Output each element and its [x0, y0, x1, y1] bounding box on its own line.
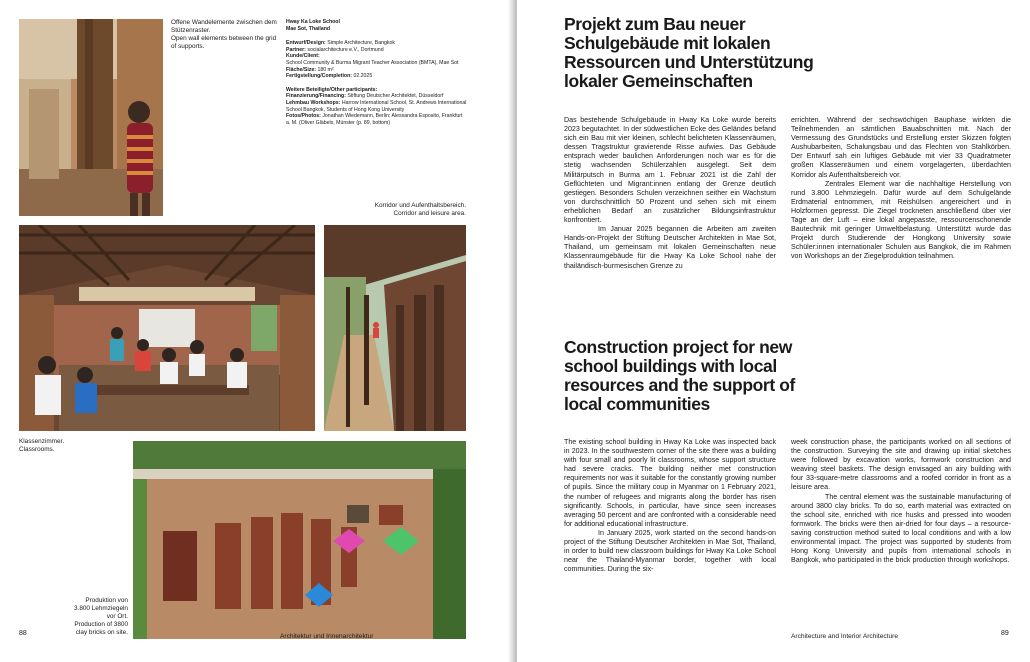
credits-others-title: Weitere Beteiligte/Other participants:	[286, 86, 378, 93]
credits-value: School Community & Burma Migrant Teacher Association (BMTA), Mae Sot	[286, 59, 459, 66]
heading-english	[564, 338, 804, 414]
credits-value: 02.2025	[353, 73, 373, 80]
heading-german-text: Projekt zum Bau neuer Schulgebäude mit lokalen Ressourcen und Unterstützung lokaler Gemeinschaften	[564, 14, 814, 91]
caption-bricks-line: Produktion von	[85, 597, 128, 604]
credits-value: Harrow International School, St. Andrews International School Bangkok, Students of Hong Kong University	[286, 99, 467, 113]
caption-corridor-en: Corridor and leisure area.	[393, 210, 466, 217]
caption-open-walls-en: Open wall elements between the grid of supports.	[171, 35, 277, 50]
caption-classroom-de: Klassenzimmer.	[19, 438, 65, 445]
credits-label: Kunde/Client:	[286, 53, 320, 60]
photo-brick-production	[133, 441, 466, 639]
credits-row	[286, 60, 468, 67]
photo-classroom	[19, 225, 315, 431]
caption-open-walls	[171, 19, 281, 51]
caption-bricks-line: clay bricks on site.	[75, 629, 128, 636]
credits-label: Fläche/Size:	[286, 66, 316, 73]
credits-row	[286, 40, 468, 47]
credits-label: Finanzierung/Financing:	[286, 93, 346, 100]
credits-row	[286, 47, 468, 54]
left-page	[0, 0, 513, 662]
heading-german	[564, 15, 814, 91]
project-credits	[286, 19, 468, 126]
caption-corridor	[330, 202, 466, 218]
photo-boy-at-column	[19, 19, 163, 216]
credits-value: Simple Architecture, Bangkok	[327, 40, 395, 47]
german-column-2	[791, 116, 1011, 262]
credits-project-location: Mae Sot, Thailand	[286, 25, 331, 32]
credits-value: socialarchitecture e.V., Dortmund	[307, 46, 384, 53]
footer-left: Architektur und Innenarchitektur	[280, 633, 374, 640]
paragraph: Im Januar 2025 begannen die Arbeiten am zweiten Hands-on-Projekt der Stiftung Deutscher Architekten in Mae Sot, Thailand, um gemeinsam mit lokalen Gemeinschaften neue Klassenraumgebäude für die Hway Ka Loke School nahe der thailändisch-burmesischen Grenze zu	[564, 225, 776, 270]
credits-label: Entwurf/Design:	[286, 40, 326, 47]
paragraph: errichten. Während der sechswöchigen Bauphase wirkten die Teilnehmenden an sämtlichen Bauabschnitten mit. Nach der Vermessung des Grundstücks und Erstellung erster Skizzen folgten Aushubarbeiten, Schalungsbau und das Flechten von Stahlkörben. Der Entwurf sah ein luftiges Gebäude mit vier 33 Quadratmeter großen Klassenräumen und einem vorgelagerten, überdachten Korridor als Aufenthaltsbereich vor.	[791, 116, 1011, 179]
credits-label: Fertigstellung/Completion:	[286, 73, 352, 80]
credits-row	[286, 93, 468, 100]
credits-row	[286, 100, 468, 113]
credits-label: Partner:	[286, 46, 306, 53]
paragraph: The existing school building in Hway Ka Loke was inspected back in 2023. In the southwestern corner of the site there was a building with four small and poorly lit classrooms, whose support structure had severe cracks. The building neither met construction requirements nor was it suitable for the constantly growing number of pupils. Since the military coup in Myanmar on 1 February 2021, the number of refugees and migrants along the border has risen significantly. Schools, in particular, have since seen increases averaging 50 percent and are confronted with a considerable need for additional educational infrastructure.	[564, 438, 776, 528]
credits-value: 180 m²	[317, 66, 334, 73]
caption-bricks-line: Production of 3800	[74, 621, 128, 628]
credits-row	[286, 53, 468, 60]
paragraph: Das bestehende Schulgebäude in Hway Ka Loke wurde bereits 2023 begutachtet. In der südwestlichen Ecke des Geländes befand sich ein Bau mit vier kleinen, schlecht belichteten Klassenräumen, dessen Tragstruktur gravierende Risse aufwies. Das Gebäude entsprach weder baulichen Anforderungen noch war es für die stetig wachsenden Schülerzahlen ausgelegt. Seit dem Militärputsch in Burma am 1. Februar 2021 ist die Zahl der Geflüchteten und Migrant:innen entlang der Grenze deutlich gestiegen. Besonders Schulen verzeichnen seither ein Wachstum von durchschnittlich 50 Prozent und sehen sich mit einem erheblichen Bedarf an zusätzlicher Bildungsinfrastruktur konfrontiert.	[564, 116, 776, 225]
credits-value: Stiftung Deutscher Architektet, Düsseldorf	[347, 93, 444, 100]
caption-bricks	[50, 597, 128, 637]
paragraph: Zentrales Element war die nachhaltige Herstellung von rund 3.800 Lehmziegeln. Dafür wurde auf dem Schulgelände Erdmaterial entnommen, mit Reishülsen angereichert und in Holzformen gepresst. Die Ziegel trockneten anschließend über vier Tage an der Luft – eine lokal angepasste, ressourcenschonende Bautechnik mit geringer Umweltbelastung. Unterstützt wurde das Projekt durch Studierende der Hongkong University sowie Schüler:innen internationaler Schulen aus Bangkok, die im Rahmen von Workshops an der Ziegelproduktion teilnahmen.	[791, 179, 1011, 261]
credits-row	[286, 73, 468, 80]
paragraph: week construction phase, the participants worked on all sections of the construction. Surveying the site and drawing up initial sketches were followed by excavation works, formwork construction and weaving steel baskets. The design envisaged an airy building with four 33-square-metre classrooms and a roofed corridor in front as a leisure area.	[791, 438, 1011, 492]
page-number-left: 88	[19, 630, 27, 637]
credits-project-name: Hway Ka Loke School	[286, 19, 340, 25]
credits-value: Jonathan Wiedemann, Berlin; Alessandra Esposito, Frankfurt a. M. (Oliver Gläbels, Münster (p. 89, bottom)	[286, 113, 463, 126]
footer-right: Architecture and Interior Architecture	[791, 633, 899, 640]
credits-row	[286, 67, 468, 74]
photo-corridor	[324, 225, 466, 431]
credits-label: Lehmbau Workshops:	[286, 99, 341, 106]
caption-classroom-en: Classrooms.	[19, 446, 55, 453]
caption-bricks-line: 3.800 Lehmziegeln	[73, 605, 128, 612]
caption-classroom	[19, 438, 119, 454]
caption-bricks-line: vor Ort.	[106, 613, 128, 620]
english-column-2	[791, 438, 1011, 565]
credits-label: Fotos/Photos:	[286, 113, 321, 120]
right-page	[517, 0, 1030, 662]
german-column-1	[564, 116, 776, 271]
caption-open-walls-de: Offene Wandelemente zwischen dem Stützenraster.	[171, 19, 277, 34]
english-column-1	[564, 438, 776, 574]
paragraph: In January 2025, work started on the second hands-on project of the Stiftung Deutscher Architekten in Mae Sot, Thailand, in order to build new classroom buildings for Hway Ka Loke School near the Thailand-Myanmar border, together with local communities. During the six-	[564, 528, 776, 574]
caption-corridor-de: Korridor und Aufenthaltsbereich.	[374, 202, 466, 209]
heading-english-text: Construction project for new school buildings with local resources and the support of local communities	[564, 337, 795, 414]
page-number-right: 89	[1001, 630, 1009, 637]
paragraph: The central element was the sustainable manufacturing of around 3800 clay bricks. To do so, earth material was extracted on the school site, enriched with rice husks and pressed into wooden formwork. The bricks were then air-dried for four days – a resource-saving construction method suited to local conditions and with a low environmental impact. The project was supported by students from Hong Kong University and pupils from international schools in Bangkok, who participated in the brick production through workshops.	[791, 492, 1011, 565]
credits-row	[286, 113, 468, 126]
